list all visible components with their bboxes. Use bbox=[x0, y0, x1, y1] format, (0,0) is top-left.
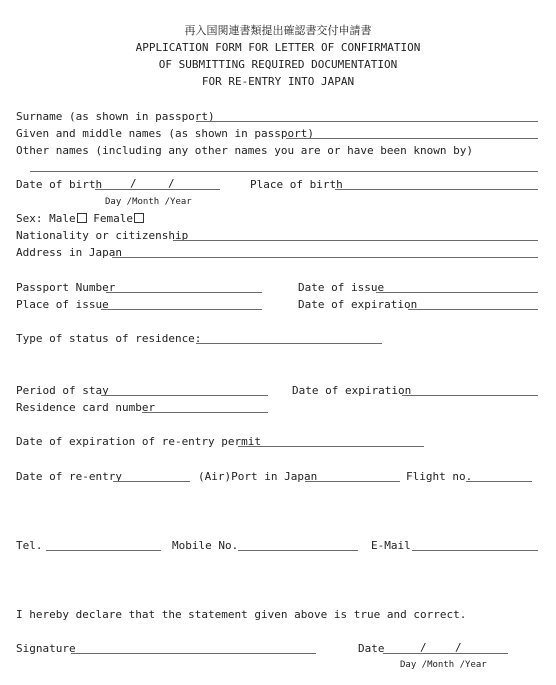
flight-label: Flight no. bbox=[406, 470, 473, 483]
dob-separator-2: / bbox=[168, 177, 175, 190]
residence-card-label: Residence card number bbox=[16, 401, 156, 414]
sign-date-field[interactable] bbox=[383, 653, 508, 654]
port-field[interactable] bbox=[305, 481, 400, 482]
title-japanese: 再入国関連書類提出確認書交付申請書 bbox=[184, 24, 372, 37]
mobile-label: Mobile No. bbox=[172, 539, 239, 552]
place-of-issue-field[interactable] bbox=[101, 309, 262, 310]
place-of-birth-label: Place of birth bbox=[250, 178, 343, 191]
sign-date-label: Date bbox=[358, 642, 385, 655]
surname-label: Surname (as shown in passport) bbox=[16, 110, 215, 123]
mobile-field[interactable] bbox=[238, 550, 358, 551]
sex-label: Sex: bbox=[16, 212, 43, 225]
passport-number-label: Passport Number bbox=[16, 281, 116, 294]
declaration-text: I hereby declare that the statement given above is true and correct. bbox=[16, 608, 467, 621]
dob-label: Date of birth bbox=[16, 178, 103, 191]
title-line-3: FOR RE-ENTRY INTO JAPAN bbox=[201, 75, 355, 88]
nationality-field[interactable] bbox=[173, 240, 538, 241]
male-checkbox[interactable] bbox=[77, 213, 87, 223]
stay-expiration-label: Date of expiration bbox=[292, 384, 412, 397]
passport-expiration-label: Date of expiration bbox=[298, 298, 418, 311]
female-checkbox[interactable] bbox=[134, 213, 144, 223]
date-of-reentry-label: Date of re-entry bbox=[16, 470, 122, 483]
date-of-issue-label: Date of issue bbox=[298, 281, 385, 294]
tel-label: Tel. bbox=[16, 539, 43, 552]
given-names-label: Given and middle names (as shown in passport) bbox=[16, 127, 315, 140]
residence-card-field[interactable] bbox=[142, 412, 268, 413]
passport-number-field[interactable] bbox=[106, 292, 262, 293]
dob-format-hint: Day /Month /Year bbox=[105, 197, 192, 207]
passport-expiration-field[interactable] bbox=[408, 309, 538, 310]
given-names-field[interactable] bbox=[286, 138, 538, 139]
date-of-issue-field[interactable] bbox=[376, 292, 538, 293]
sign-date-separator-2: / bbox=[455, 641, 462, 654]
place-of-issue-label: Place of issue bbox=[16, 298, 109, 311]
reentry-permit-expiration-label: Date of expiration of re-entry permit bbox=[16, 435, 262, 448]
email-field[interactable] bbox=[412, 550, 538, 551]
other-names-field[interactable] bbox=[30, 171, 538, 172]
email-label: E-Mail bbox=[371, 539, 411, 552]
female-label: Female bbox=[93, 212, 133, 225]
dob-separator-1: / bbox=[130, 177, 137, 190]
address-label: Address in Japan bbox=[16, 246, 122, 259]
title-line-2: OF SUBMITTING REQUIRED DOCUMENTATION bbox=[158, 58, 398, 71]
signature-field[interactable] bbox=[71, 653, 316, 654]
signature-label: Signature bbox=[16, 642, 76, 655]
place-of-birth-field[interactable] bbox=[335, 189, 538, 190]
sex-row bbox=[16, 212, 144, 225]
sign-date-separator-1: / bbox=[420, 641, 427, 654]
surname-field[interactable] bbox=[196, 121, 538, 122]
male-label: Male bbox=[49, 212, 76, 225]
flight-field[interactable] bbox=[466, 481, 532, 482]
period-of-stay-label: Period of stay bbox=[16, 384, 109, 397]
date-of-reentry-field[interactable] bbox=[113, 481, 190, 482]
status-of-residence-label: Type of status of residence: bbox=[16, 332, 202, 345]
other-names-label: Other names (including any other names you are or have been known by) bbox=[16, 144, 473, 157]
stay-expiration-field[interactable] bbox=[402, 395, 538, 396]
sign-date-format-hint: Day /Month /Year bbox=[400, 660, 487, 670]
period-of-stay-field[interactable] bbox=[101, 395, 268, 396]
title-line-1: APPLICATION FORM FOR LETTER OF CONFIRMATION bbox=[135, 41, 421, 54]
dob-field[interactable] bbox=[95, 189, 220, 190]
nationality-label: Nationality or citizenship bbox=[16, 229, 189, 242]
reentry-permit-expiration-field[interactable] bbox=[238, 446, 424, 447]
address-field[interactable] bbox=[112, 257, 538, 258]
tel-field[interactable] bbox=[46, 550, 161, 551]
port-label: (Air)Port in Japan bbox=[198, 470, 318, 483]
status-of-residence-field[interactable] bbox=[196, 343, 382, 344]
